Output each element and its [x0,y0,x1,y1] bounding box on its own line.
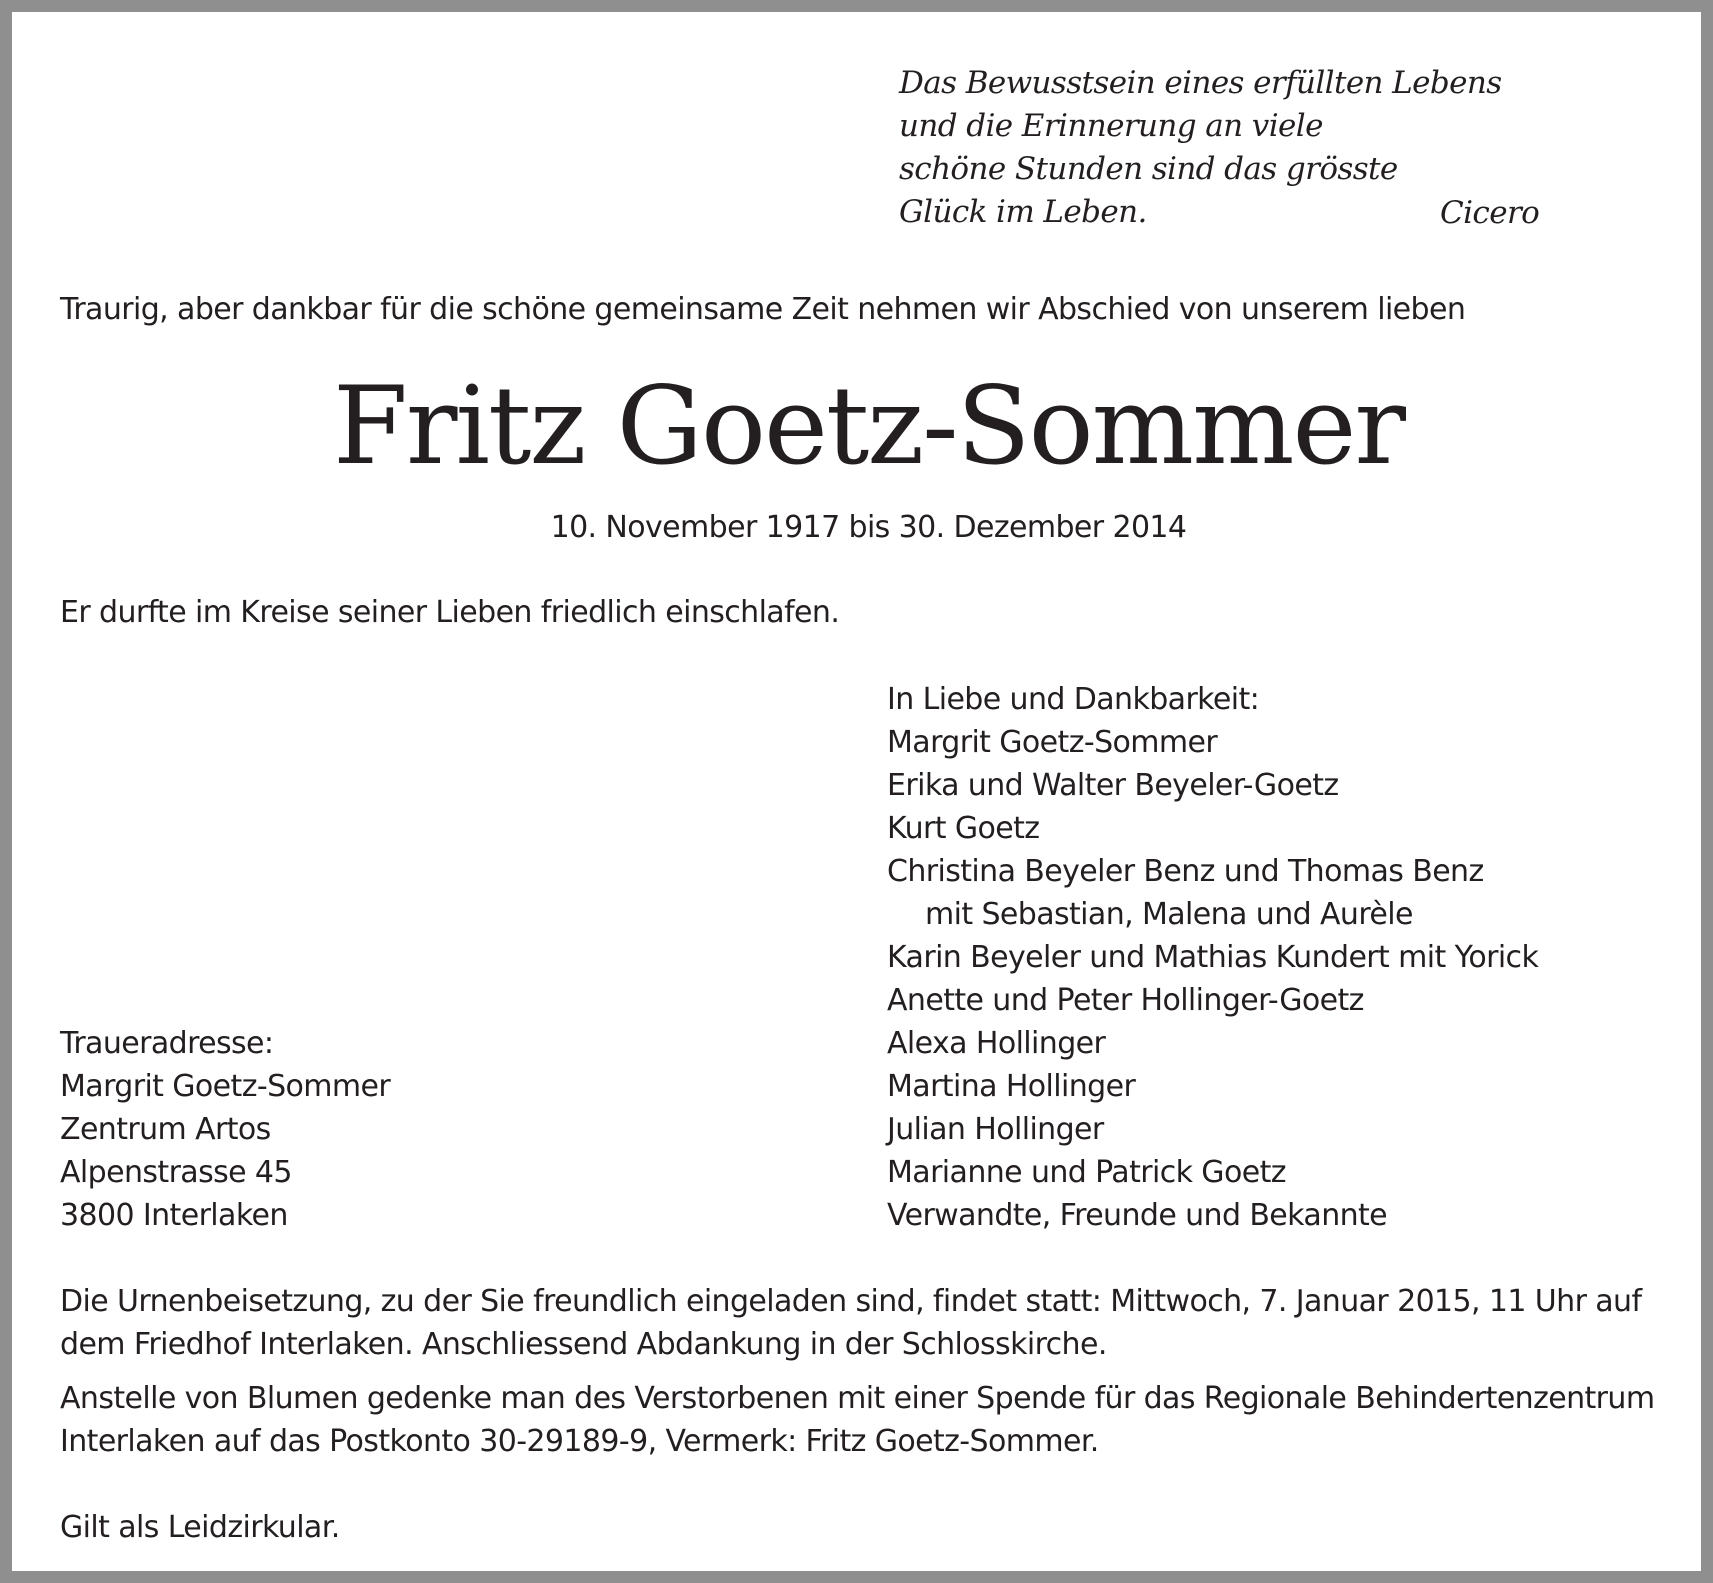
mourner-name: Christina Beyeler Benz und Thomas Benz [887,854,1484,889]
mourner-name: mit Sebastian, Malena und Aurèle [925,897,1413,932]
address-line: Zentrum Artos [60,1112,271,1147]
quote-line: schöne Stunden sind das grösste [899,151,1398,187]
quote-line: Das Bewusstsein eines erfüllten Lebens [899,65,1502,101]
quote-author: Cicero [1440,195,1540,231]
mourner-name: Alexa Hollinger [887,1026,1106,1061]
intro-text: Traurig, aber dankbar für die schöne gemeinsame Zeit nehmen wir Abschied von unserem lieben [60,292,1466,327]
mourner-name: Marianne und Patrick Goetz [887,1155,1286,1190]
address-line: Margrit Goetz-Sommer [60,1069,391,1104]
donation-paragraph [60,1377,1660,1463]
quote-line: Glück im Leben. [899,194,1147,230]
mourner-name: Julian Hollinger [887,1112,1104,1147]
mourner-name: Verwandte, Freunde und Bekannte [887,1198,1388,1233]
mourner-name: Margrit Goetz-Sommer [887,725,1218,760]
address-heading: Traueradresse: [60,1026,274,1061]
mourner-name: Martina Hollinger [887,1069,1136,1104]
donation-line: Anstelle von Blumen gedenke man des Verstorbenen mit einer Spende für das Regionale Behindertenzentrum [60,1381,1655,1416]
mourners-list [887,678,1538,1237]
donation-line: Interlaken auf das Postkonto 30-29189-9, Vermerk: Fritz Goetz-Sommer. [60,1424,1099,1459]
mourners-heading: In Liebe und Dankbarkeit: [887,682,1260,717]
quote-line: und die Erinnerung an viele [899,108,1323,144]
mourner-name: Anette und Peter Hollinger-Goetz [887,983,1364,1018]
mourner-name: Karin Beyeler und Mathias Kundert mit Yorick [887,940,1539,975]
life-dates: 10. November 1917 bis 30. Dezember 2014 [550,510,1187,545]
quote-block [899,62,1502,234]
ceremony-paragraph [60,1280,1660,1366]
passing-note: Er durfte im Kreise seiner Lieben friedlich einschlafen. [60,595,840,630]
address-line: 3800 Interlaken [60,1198,288,1233]
mourner-name: Erika und Walter Beyeler-Goetz [887,768,1339,803]
ceremony-line: Die Urnenbeisetzung, zu der Sie freundlich eingeladen sind, findet statt: Mittwoch, 7. Januar 2015, 11 Uhr auf [60,1284,1642,1319]
mourning-address [60,1022,390,1237]
mourner-name: Kurt Goetz [887,811,1040,846]
address-line: Alpenstrasse 45 [60,1155,292,1190]
ceremony-line: dem Friedhof Interlaken. Anschliessend Abdankung in der Schlosskirche. [60,1327,1107,1362]
closing-note: Gilt als Leidzirkular. [60,1510,340,1545]
deceased-name: Fritz Goetz-Sommer [332,364,1405,489]
